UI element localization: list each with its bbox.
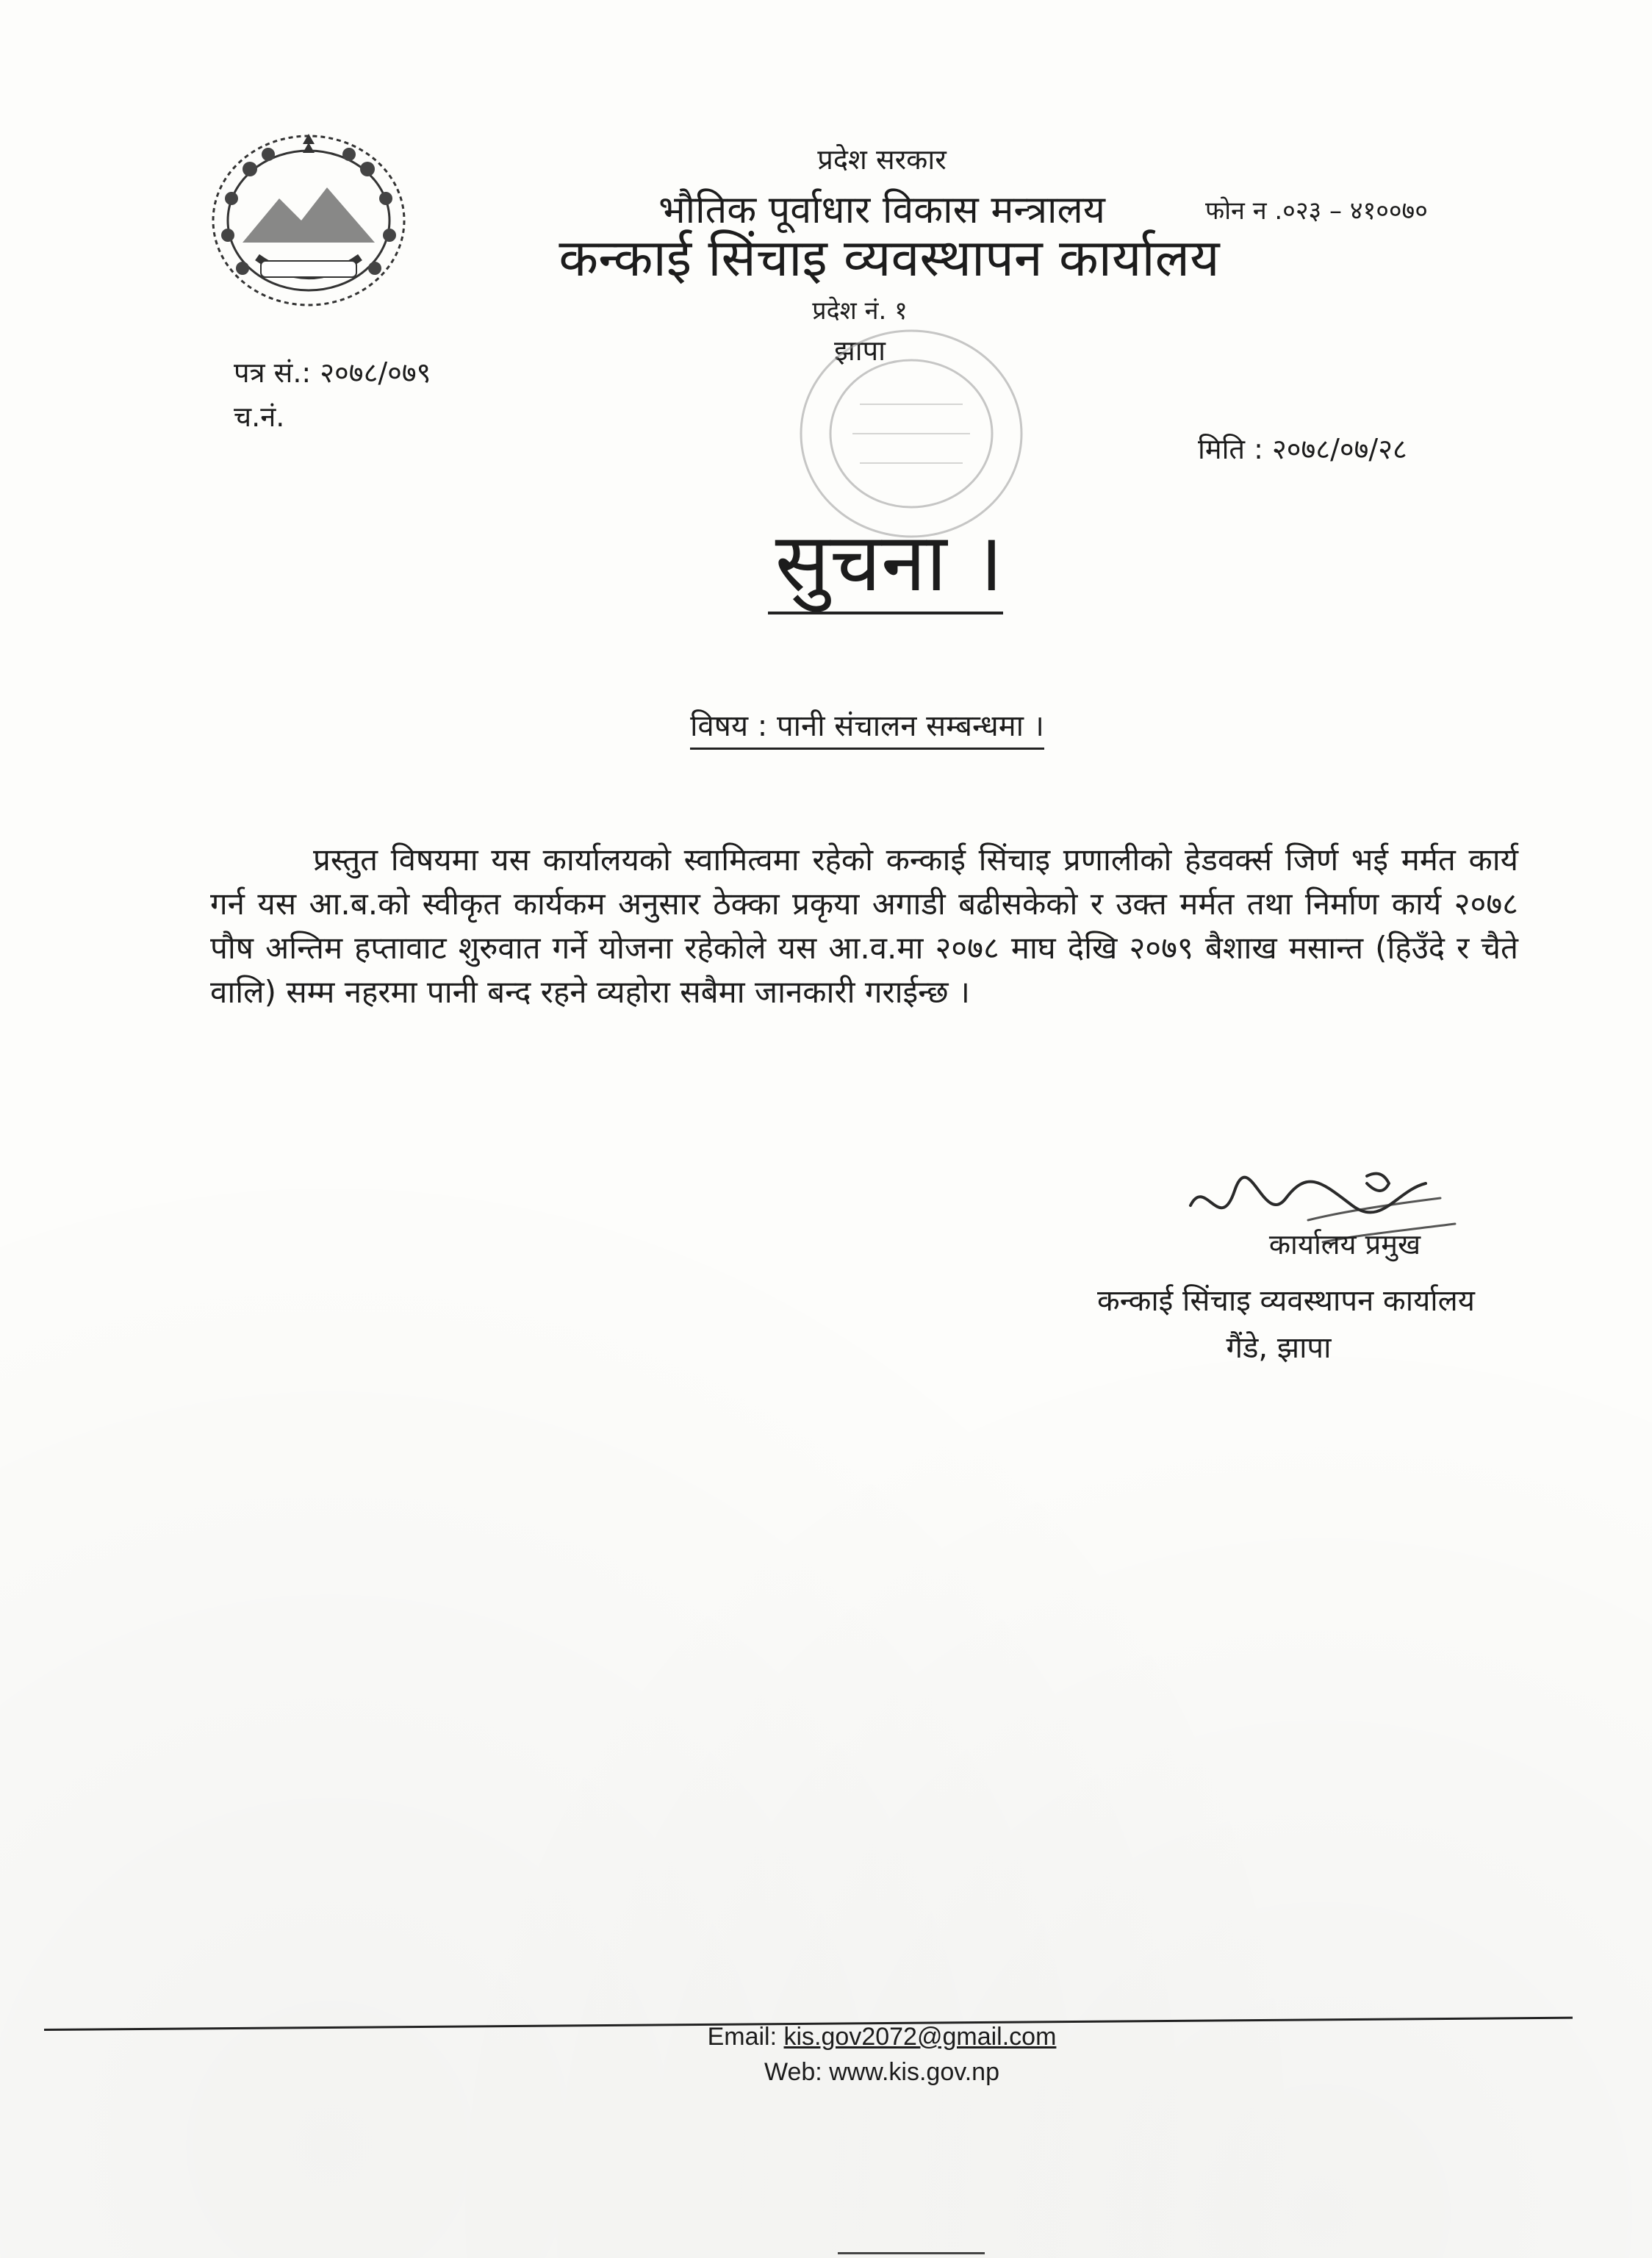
signatory-office: कन्काई सिंचाइ व्यवस्थापन कार्यालय — [1097, 1284, 1475, 1318]
nepal-emblem-icon — [198, 118, 419, 316]
letterhead-phone: फोन न .०२३ – ४१००७० — [1205, 196, 1428, 226]
signatory-place: गैंडे, झापा — [1226, 1331, 1332, 1365]
letterhead-ministry: भौतिक पूर्वाधार विकास मन्त्रालय — [658, 188, 1105, 232]
subject-line — [559, 704, 1176, 745]
letter-date: मिति : २०७८/०७/२८ — [1198, 433, 1407, 465]
footer-email — [610, 2023, 1154, 2051]
footer-email-link[interactable]: kis.gov2072@gmail.com — [783, 2023, 1057, 2051]
signatory-title: कार्यालय प्रमुख — [1268, 1228, 1421, 1261]
dispatch-number: च.नं. — [234, 401, 285, 433]
letterhead-province-number: प्रदेश नं. १ — [812, 296, 908, 326]
notice-title-underline — [768, 612, 1003, 614]
letterhead-office-name: कन्काई सिंचाइ व्यवस्थापन कार्यालय — [559, 228, 1220, 288]
letterhead-district: झापा — [834, 334, 886, 367]
letterhead-province-government: प्रदेश सरकार — [817, 143, 947, 176]
footer-website[interactable]: Web: www.kis.gov.np — [764, 2058, 999, 2086]
footer-email-label: Email: — [707, 2023, 784, 2051]
subject-text: विषय : पानी संचालन सम्बन्धमा । — [690, 709, 1044, 750]
notice-body: प्रस्तुत विषयमा यस कार्यालयको स्वामित्वमा रहेको कन्काई सिंचाइ प्रणालीको हेडवर्क्स जिर्ण भई मर्मत कार्य गर्न यस आ.ब.को स्वीकृत कार्यकम अनुसार ठेक्का प्रकृया अगाडी बढीसकेको र उक्त मर्मत तथा निर्माण कार्य २०७८ पौष अन्तिम हप्तावाट शुरुवात गर्ने योजना रहेकोले यस आ.व.मा २०७८ माघ देखि २०७९ बैशाख मसान्त (हिउँदे र चैते वालि) सम्म नहरमा पानी बन्द रहने व्यहोरा सबैमा जानकारी गराईन्छ । — [210, 842, 1518, 1010]
reference-number: पत्र सं.: २०७८/०७९ — [234, 356, 431, 389]
notice-title: सुचना । — [775, 515, 1004, 609]
bottom-edge-mark — [838, 2252, 985, 2254]
